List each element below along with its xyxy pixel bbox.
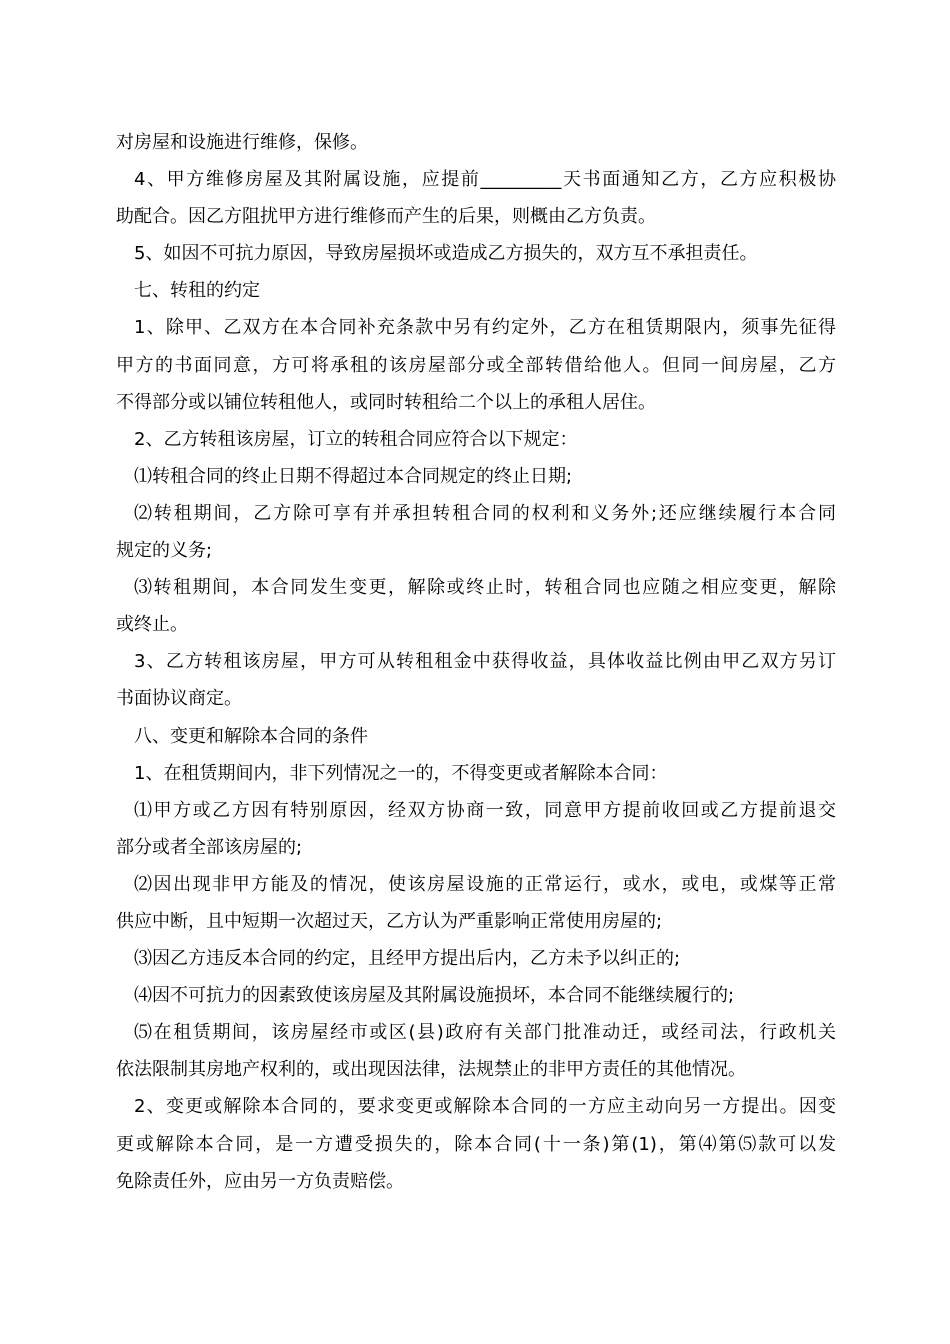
text-line: ⑴甲方或乙方因有特别原因，经双方协商一致，同意甲方提前收回或乙方提前退交 <box>134 799 836 821</box>
text-line: 或终止。 <box>116 614 188 636</box>
text-line: 免除责任外，应由另一方负责赔偿。 <box>116 1170 404 1192</box>
text-line: ⑸在租赁期间，该房屋经市或区(县)政府有关部门批准动迁，或经司法，行政机关 <box>134 1022 836 1044</box>
text-line: 对房屋和设施进行维修，保修。 <box>116 132 368 153</box>
text-line: 甲方的书面同意，方可将承租的该房屋部分或全部转借给他人。但同一间房屋，乙方 <box>116 354 836 376</box>
section-heading: 七、转租的约定 <box>134 280 260 302</box>
text-line: 助配合。因乙方阻扰甲方进行维修而产生的后果，则概由乙方负责。 <box>116 206 656 228</box>
text-line: 2、变更或解除本合同的，要求变更或解除本合同的一方应主动向另一方提出。因变 <box>134 1096 836 1118</box>
document-body <box>116 124 836 1200</box>
text-line: ⑵转租期间，乙方除可享有并承担转租合同的权利和义务外;还应继续履行本合同 <box>134 502 836 524</box>
text-line: 1、除甲、乙双方在本合同补充条款中另有约定外，乙方在租赁期限内，须事先征得 <box>134 317 836 339</box>
text-line: 规定的义务; <box>116 540 213 562</box>
text-line: ⑵因出现非甲方能及的情况，使该房屋设施的正常运行，或水，或电，或煤等正常 <box>134 873 836 895</box>
text-line: 供应中断，且中短期一次超过天，乙方认为严重影响正常使用房屋的; <box>116 910 663 932</box>
text-line: 书面协议商定。 <box>116 688 242 710</box>
text-line: 5、如因不可抗力原因，导致房屋损坏或造成乙方损失的，双方互不承担责任。 <box>134 243 758 265</box>
text-line: ⑶转租期间，本合同发生变更，解除或终止时，转租合同也应随之相应变更，解除 <box>134 577 836 599</box>
text-line: 3、乙方转租该房屋，甲方可从转租租金中获得收益，具体收益比例由甲乙双方另订 <box>134 651 836 673</box>
text-line: 不得部分或以铺位转租他人，或同时转租给二个以上的承租人居住。 <box>116 391 656 413</box>
text-line: 1、在租赁期间内，非下列情况之一的，不得变更或者解除本合同： <box>134 762 668 784</box>
text-line: 4、甲方维修房屋及其附属设施，应提前_________天书面通知乙方，乙方应积极协 <box>134 169 836 191</box>
text-line: 2、乙方转租该房屋，订立的转租合同应符合以下规定： <box>134 428 578 450</box>
text-line: 更或解除本合同，是一方遭受损失的，除本合同(十一条)第(1)，第⑷第⑸款可以发 <box>116 1133 836 1155</box>
text-line: ⑷因不可抗力的因素致使该房屋及其附属设施损坏，本合同不能继续履行的; <box>134 985 735 1007</box>
text-line: ⑴转租合同的终止日期不得超过本合同规定的终止日期; <box>134 465 573 487</box>
text-line: 部分或者全部该房屋的; <box>116 836 303 858</box>
text-line: ⑶因乙方违反本合同的约定，且经甲方提出后内，乙方未予以纠正的; <box>134 948 681 970</box>
text-line: 依法限制其房地产权利的，或出现因法律，法规禁止的非甲方责任的其他情况。 <box>116 1059 746 1081</box>
section-heading: 八、变更和解除本合同的条件 <box>134 725 368 747</box>
